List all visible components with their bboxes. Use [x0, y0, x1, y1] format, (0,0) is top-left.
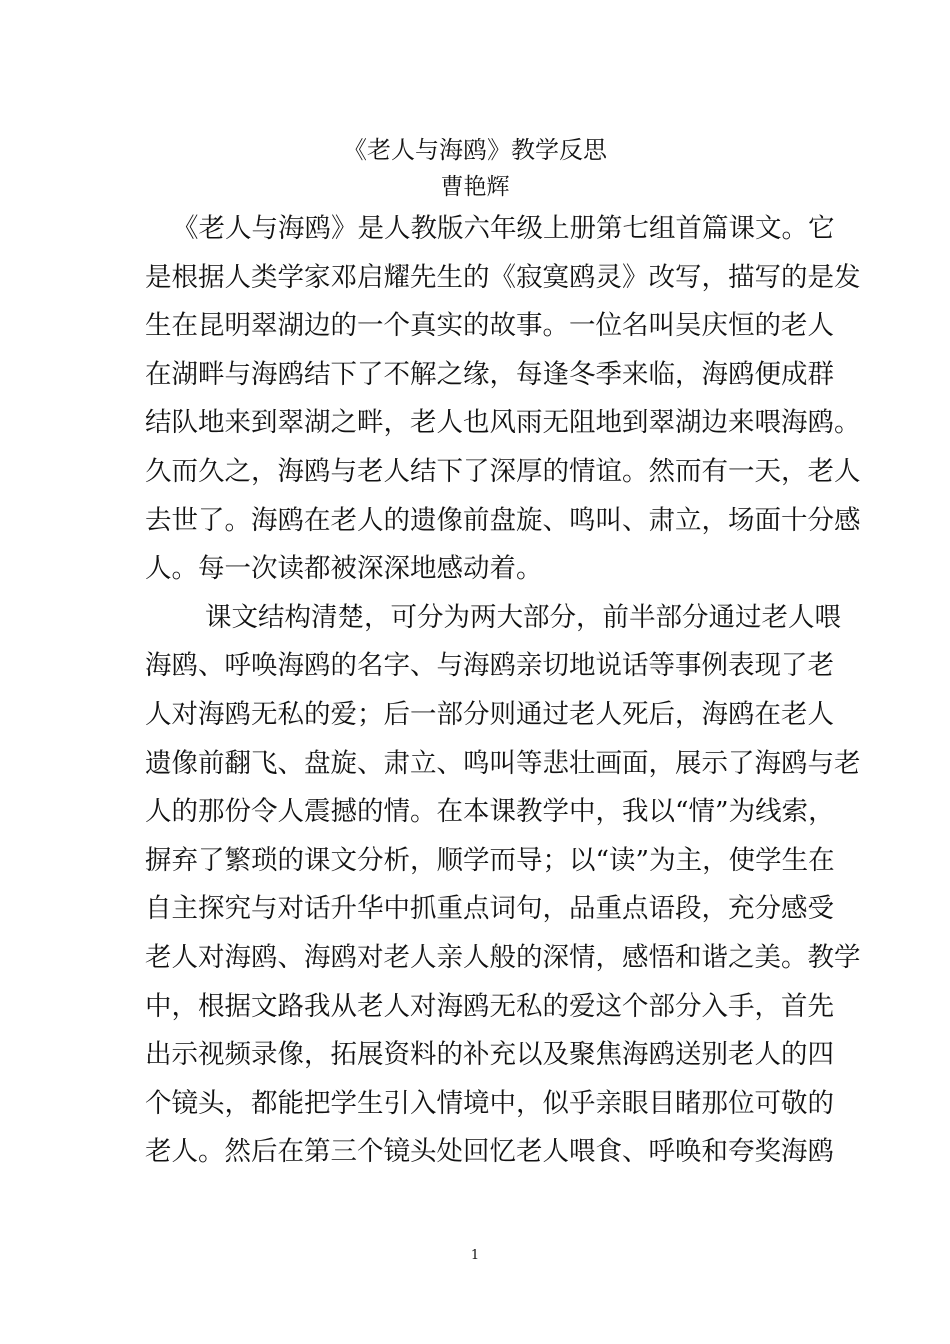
paragraph-2-line-8: 老人对海鸥、海鸥对老人亲人般的深情，感悟和谐之美。教学 — [145, 941, 861, 973]
paragraph-2-line-12: 老人。然后在第三个镜头处回忆老人喂食、呼唤和夸奖海鸥 — [145, 1136, 834, 1168]
paragraph-1-line-4: 在湖畔与海鸥结下了不解之缘，每逢冬季来临，海鸥便成群 — [145, 358, 834, 390]
document-author: 曹艳辉 — [440, 174, 510, 200]
paragraph-1-line-7: 去世了。海鸥在老人的遗像前盘旋、鸣叫、肃立，场面十分感 — [145, 504, 861, 536]
paragraph-1-line-3: 生在昆明翠湖边的一个真实的故事。一位名叫吴庆恒的老人 — [145, 310, 834, 342]
paragraph-2-line-7: 自主探究与对话升华中抓重点词句，品重点语段，充分感受 — [145, 893, 834, 925]
paragraph-2-line-3: 人对海鸥无私的爱；后一部分则通过老人死后，海鸥在老人 — [145, 698, 834, 730]
paragraph-2-line-6: 摒弃了繁琐的课文分析，顺学而导；以“读”为主，使学生在 — [145, 844, 835, 876]
paragraph-2-line-1: 课文结构清楚，可分为两大部分，前半部分通过老人喂 — [205, 601, 841, 633]
paragraph-2-line-4: 遗像前翻飞、盘旋、肃立、鸣叫等悲壮画面，展示了海鸥与老 — [145, 747, 861, 779]
paragraph-2-line-9: 中，根据文路我从老人对海鸥无私的爱这个部分入手，首先 — [145, 990, 834, 1022]
paragraph-2-line-5: 人的那份令人震撼的情。在本课教学中，我以“情”为线索， — [145, 796, 835, 828]
paragraph-1-line-2: 是根据人类学家邓启耀先生的《寂寞鸥灵》改写，描写的是发 — [145, 261, 861, 293]
page-number: 1 — [470, 1248, 480, 1263]
paragraph-2-line-10: 出示视频录像，拓展资料的补充以及聚焦海鸥送别老人的四 — [145, 1039, 834, 1071]
paragraph-1-line-1: 《老人与海鸥》是人教版六年级上册第七组首篇课文。它 — [172, 213, 835, 244]
paragraph-1-line-8: 人。每一次读都被深深地感动着。 — [145, 553, 543, 585]
paragraph-2-line-11: 个镜头，都能把学生引入情境中，似乎亲眼目睹那位可敬的 — [145, 1087, 834, 1119]
paragraph-1-line-6: 久而久之，海鸥与老人结下了深厚的情谊。然而有一天，老人 — [145, 455, 861, 487]
paragraph-2-line-2: 海鸥、呼唤海鸥的名字、与海鸥亲切地说话等事例表现了老 — [145, 650, 834, 682]
paragraph-1-line-5: 结队地来到翠湖之畔，老人也风雨无阻地到翠湖边来喂海鸥。 — [145, 407, 861, 439]
document-body — [145, 205, 861, 1177]
document-title: 《老人与海鸥》教学反思 — [343, 136, 607, 164]
